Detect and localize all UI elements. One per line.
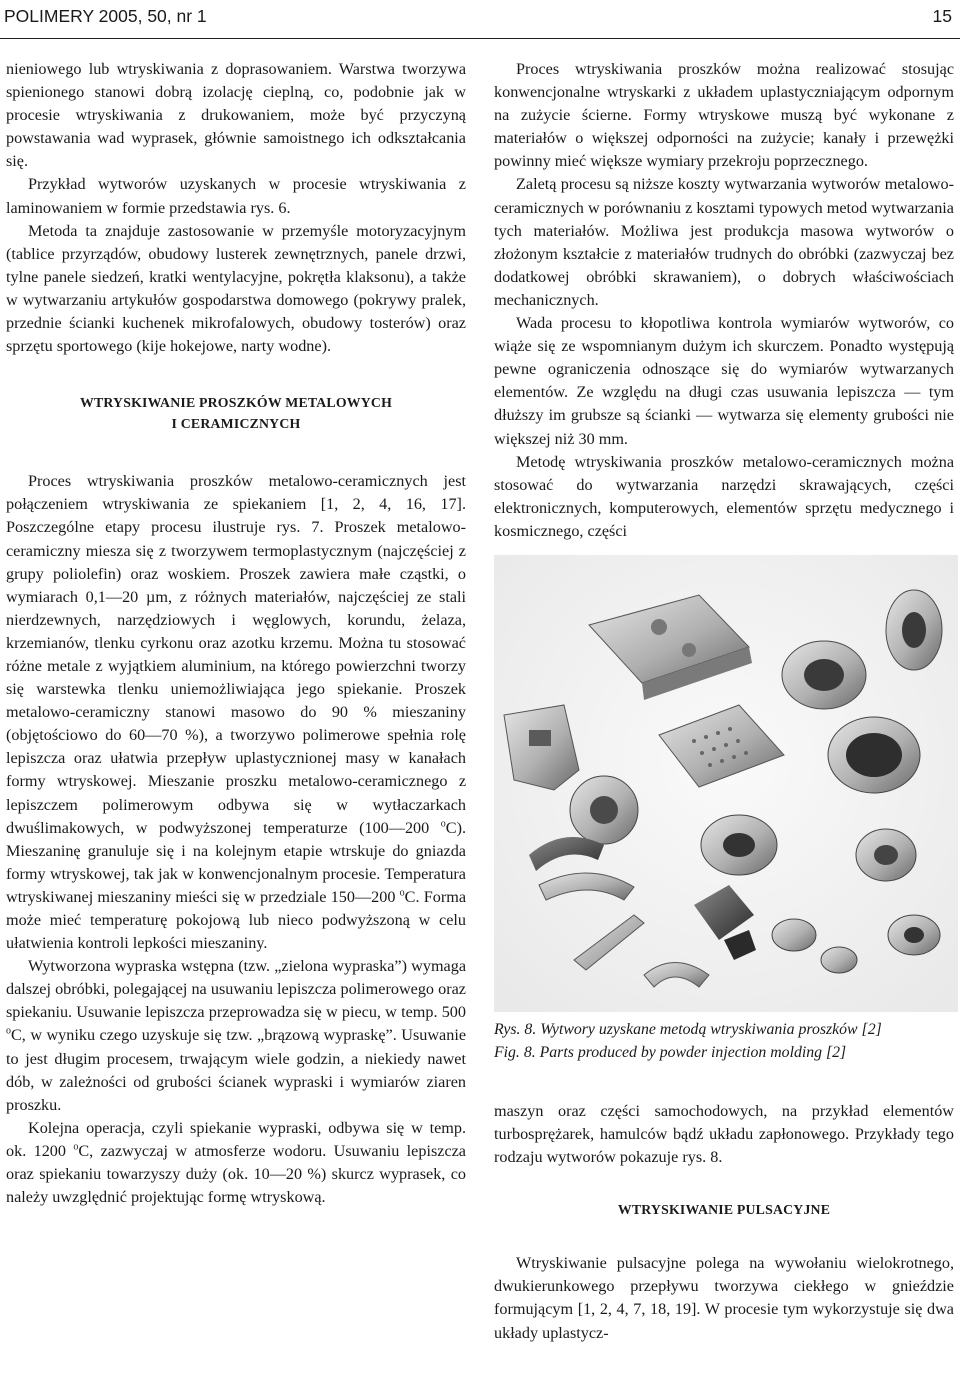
text-run: Proces wtryskiwania proszków metalowo-ceramicznych jest połączeniem wtryskiwania ze spiekaniem [1, 2, 4, 16, 17]. Poszczególne etapy procesu ilustruje rys. 7. Proszek metalowo-ceramiczny miesza się z tworzywem termoplastycznym (najczęściej z grupy poliolefin) oraz woskiem. Proszek zawiera małe cząstki, o wymiarach 0,1—20 µm, z różnych materiałów, najczęściej ze stali nierdzewnych, narzędziowych i węglowych, korundu, żelaza, krzemianów, tlenku cyrkonu oraz azotku krzemu. Można tu stosować różne metale z wyjątkiem aluminium, na którego powierzchni tworzy się warstewka tlenku uniemożliwiająca jego spiekanie. Proszek metalowo-ceramiczny stanowi masowo do 90 % mieszaniny (objętościowo do 60—70 %), a tworzywo polimerowe spełnia rolę lepiszcza oraz ułatwia przepływ uplastycznionej masy w kanałach formy wtryskowej. Mieszanie proszku metalowo-ceramicznego z lepiszczem polimerowym odbywa się w wytłaczarkach dwuślimakowych, w podwyższonej temperaturze (100—200 bbox=[6, 472, 466, 837]
paragraph: nieniowego lub wtryskiwania z doprasowaniem. Warstwa tworzywa spienionego stanowi dobrą izolację cieplną, co, podobnie jak w procesie wtryskiwania z drukowaniem, może być przyczyną powstawania wad wyprasek, głównie samoistnego ich odkształcania się. bbox=[6, 60, 466, 171]
section-heading-powder-injection bbox=[6, 392, 466, 434]
degree-superscript: o bbox=[6, 1026, 11, 1038]
right-column bbox=[494, 58, 954, 1345]
section-heading-line: WTRYSKIWANIE PULSACYJNE bbox=[617, 1202, 831, 1218]
section-heading-pulse-injection bbox=[494, 1199, 954, 1220]
paragraph: Proces wtryskiwania proszków można realizować stosując konwencjonalne wtryskarki z układem uplastyczniającym odpornym na zużycie ścierne. Formy wtryskowe muszą być wykonane z materiałów o większej odporności na zużycie; kanały i przewężki powinny mieć większe wymiary przekroju poprzecznego. bbox=[494, 60, 954, 171]
text-run: Wytworzona wypraska wstępna (tzw. „zielona wypraska”) wymaga dalszej obróbki, polegającej na usuwaniu lepiszcza polimerowego oraz spiekaniu. Usuwanie lepiszcza przeprowadza się w piecu, w temp. 500 bbox=[6, 957, 466, 1022]
page-number: 15 bbox=[932, 6, 952, 26]
paragraph bbox=[6, 955, 466, 1117]
left-column bbox=[6, 58, 466, 1209]
text-run: C, w wyniku czego uzyskuje się tzw. „brązową wypraskę”. Usuwanie to jest długim procesem, trwającym wiele godzin, a niekiedy nawet dób, w zależności od grubości ścianek wypraski i wymiarów ziaren proszku. bbox=[6, 1026, 466, 1114]
degree-superscript: o bbox=[399, 887, 405, 899]
page-header bbox=[0, 0, 960, 39]
paragraph: Wtryskiwanie pulsacyjne polega na wywołaniu wielokrotnego, dwukierunkowego przepływu tworzywa ciekłego w gnieździe formującym [1, 2, 4, 7, 18, 19]. W procesie tym wykorzystuje się dwa układy uplastycz- bbox=[494, 1254, 954, 1342]
caption-polish: Rys. 8. Wytwory uzyskane metodą wtryskiwania proszków [2] bbox=[494, 1020, 882, 1038]
paragraph: Metodę wtryskiwania proszków metalowo-ceramicznych można stosować do wytwarzania narzędzi skrawających, części elektronicznych, komputerowych, elementów sprzętu medycznego i kosmicznego, części bbox=[494, 452, 954, 540]
text-run: C, zazwyczaj w atmosferze wodoru. Usuwaniu lepiszcza oraz spiekaniu towarzyszy duży (ok. 10—20 %) skurcz wyprasek, co należy uwzględnić projektując formę wtryskową. bbox=[6, 1141, 466, 1207]
text-run: C. Forma może mieć temperaturę pokojową lub nieco podwyższoną w celu ułatwienia kontroli lepkości mieszaniny. bbox=[6, 887, 467, 953]
section-heading-line: WTRYSKIWANIE PROSZKÓW METALOWYCH bbox=[79, 395, 393, 411]
figure-caption bbox=[494, 1018, 954, 1064]
paragraph bbox=[6, 1117, 466, 1209]
caption-english: Fig. 8. Parts produced by powder injection molding [2] bbox=[494, 1043, 847, 1061]
text-run: Kolejna operacja, czyli spiekanie wypraski, odbywa się w temp. ok. 1200 bbox=[6, 1118, 466, 1160]
paragraph bbox=[6, 470, 466, 955]
text-run: C). Mieszaninę granuluje się i na kolejnym etapie wtrskuje do gniazda formy wtryskowej, tak jak w konwencjonalnym procesie. Temperatura wtryskiwanej mieszaniny mieści się w przedziale 150—200 bbox=[6, 818, 466, 906]
journal-title: POLIMERY 2005, 50, nr 1 bbox=[4, 6, 207, 26]
degree-superscript: o bbox=[73, 1141, 79, 1153]
paragraph: Wada procesu to kłopotliwa kontrola wymiarów wytworów, co wiąże się ze wspomnianym dużym ich skurczem. Ponadto występują pewne ograniczenia odnoszące się do wymiarów wytwarzanych elementów. Ze względu na długi czas usuwania lepiszcza — tym dłuższy im grubsze są ścianki — wytwarza się elementy grubości nie większej niż 30 mm. bbox=[494, 314, 954, 448]
paragraph: Przykład wytworów uzyskanych w procesie wtryskiwania z laminowaniem w formie przedstawia rys. 6. bbox=[6, 175, 466, 217]
paragraph: maszyn oraz części samochodowych, na przykład elementów turbosprężarek, hamulców bądź układu zapłonowego. Przykłady tego rodzaju wytworów pokazuje rys. 8. bbox=[494, 1101, 954, 1167]
paragraph: Zaletą procesu są niższe koszty wytwarzania wytworów metalowo-ceramicznych w porównaniu z kosztami typowych metod wytwarzania tych materiałów. Możliwa jest produkcja masowa wytworów o złożonym kształcie z materiałów trudnych do obróbki (zazwyczaj bez dodatkowej obróbki skrawaniem), o dobrych właściwościach mechanicznych. bbox=[494, 175, 954, 309]
parts-photo bbox=[494, 555, 958, 1012]
figure-powder-injection-parts bbox=[494, 555, 958, 1012]
degree-superscript: o bbox=[440, 818, 446, 830]
paragraph: Metoda ta znajduje zastosowanie w przemyśle motoryzacyjnym (tablice przyrządów, obudowy lusterek zewnętrznych, panele drzwi, tylne panele siedzeń, kratki wentylacyjne, pokrętła klaksonu), a także w wytwarzaniu artykułów gospodarstwa domowego (pokrywy pralek, przednie ścianki kuchenek mikrofalowych, obudowy tosterów) oraz sprzętu sportowego (kije hokejowe, narty wodne). bbox=[6, 221, 466, 356]
section-heading-line: I CERAMICZNYCH bbox=[171, 416, 301, 432]
